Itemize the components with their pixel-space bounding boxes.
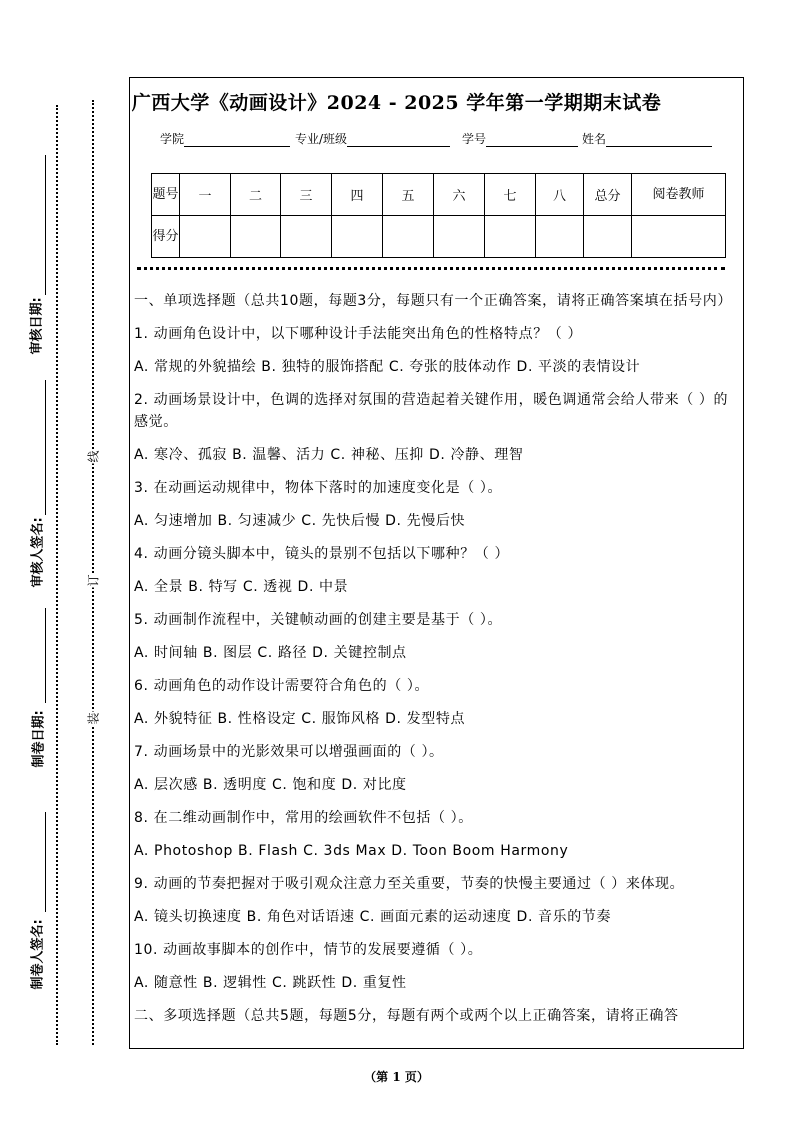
options-3: A. 匀速增加 B. 匀速减少 C. 先快后慢 D. 先慢后快 bbox=[134, 513, 466, 529]
score-value-row bbox=[152, 216, 726, 258]
name-label: 姓名 bbox=[582, 132, 607, 146]
reviewer-sign-line bbox=[45, 380, 46, 515]
question-9: 9. 动画的节奏把握对于吸引观众注意力至关重要，节奏的快慢主要通过（ ）来体现。 bbox=[134, 876, 685, 892]
exam-title: 广西大学《动画设计》2024 - 2025 学年第一学期期末试卷 bbox=[131, 92, 662, 114]
score-cell-grader[interactable] bbox=[632, 216, 726, 258]
maker-sign-label: 制卷人签名: bbox=[30, 919, 46, 990]
question-3: 3. 在动画运动规律中，物体下落时的加速度变化是（ ）。 bbox=[134, 480, 503, 496]
score-cell-2[interactable] bbox=[231, 216, 281, 258]
maker-sign-line bbox=[45, 812, 46, 912]
question-6: 6. 动画角色的动作设计需要符合角色的（ ）。 bbox=[134, 678, 430, 694]
score-cell-4[interactable] bbox=[332, 216, 383, 258]
question-number-label: 题号 bbox=[152, 174, 180, 216]
page-number: （第 1 页） bbox=[364, 1070, 429, 1084]
binding-char-line: 线 bbox=[86, 450, 101, 463]
col-4: 四 bbox=[332, 174, 383, 216]
maker-date-label: 制卷日期: bbox=[31, 710, 47, 768]
score-cell-1[interactable] bbox=[180, 216, 231, 258]
binding-char-zhuang: 装 bbox=[86, 712, 101, 725]
options-1: A. 常规的外貌描绘 B. 独特的服饰搭配 C. 夸张的肢体动作 D. 平淡的表情设计 bbox=[134, 359, 641, 375]
options-9: A. 镜头切换速度 B. 角色对话语速 C. 画面元素的运动速度 D. 音乐的节奏 bbox=[134, 909, 612, 925]
score-table bbox=[151, 173, 726, 258]
exam-content bbox=[134, 290, 740, 1038]
col-7: 七 bbox=[485, 174, 536, 216]
student-id-field[interactable] bbox=[486, 132, 578, 147]
question-5: 5. 动画制作流程中，关键帧动画的创建主要是基于（ ）。 bbox=[134, 612, 503, 628]
options-4: A. 全景 B. 特写 C. 透视 D. 中景 bbox=[134, 579, 349, 595]
options-6: A. 外貌特征 B. 性格设定 C. 服饰风格 D. 发型特点 bbox=[134, 711, 466, 727]
col-6: 六 bbox=[434, 174, 485, 216]
maker-date-line bbox=[45, 608, 46, 703]
col-grader: 阅卷教师 bbox=[632, 174, 726, 216]
section-2-heading: 二、多项选择题（总共5题，每题5分，每题有两个或两个以上正确答案，请将正确答 bbox=[134, 1008, 679, 1024]
binding-dotted-line bbox=[92, 100, 94, 1045]
major-field[interactable] bbox=[347, 132, 450, 147]
left-dotted-line bbox=[56, 105, 58, 1045]
college-field[interactable] bbox=[184, 132, 290, 147]
question-1: 1. 动画角色设计中，以下哪种设计手法能突出角色的性格特点？（ ） bbox=[134, 326, 583, 342]
score-cell-8[interactable] bbox=[536, 216, 584, 258]
name-field[interactable] bbox=[606, 132, 712, 147]
section-separator bbox=[137, 267, 725, 270]
question-8: 8. 在二维动画制作中，常用的绘画软件不包括（ ）。 bbox=[134, 810, 473, 826]
question-4: 4. 动画分镜头脚本中，镜头的景别不包括以下哪种？（ ） bbox=[134, 546, 510, 562]
student-id-label: 学号 bbox=[462, 132, 487, 146]
score-cell-6[interactable] bbox=[434, 216, 485, 258]
score-cell-5[interactable] bbox=[383, 216, 434, 258]
score-label: 得分 bbox=[152, 216, 180, 258]
col-8: 八 bbox=[536, 174, 584, 216]
options-2: A. 寒冷、孤寂 B. 温馨、活力 C. 神秘、压抑 D. 冷静、理智 bbox=[134, 447, 524, 463]
col-2: 二 bbox=[231, 174, 281, 216]
reviewer-date-line bbox=[45, 155, 46, 295]
question-7: 7. 动画场景中的光影效果可以增强画面的（ ）。 bbox=[134, 744, 444, 760]
reviewer-sign-label: 审核人签名: bbox=[30, 517, 46, 588]
col-3: 三 bbox=[281, 174, 332, 216]
col-5: 五 bbox=[383, 174, 434, 216]
score-cell-3[interactable] bbox=[281, 216, 332, 258]
section-1-heading: 一、单项选择题（总共10题，每题3分，每题只有一个正确答案，请将正确答案填在括号内） bbox=[134, 293, 732, 309]
options-8: A. Photoshop B. Flash C. 3ds Max D. Toon Boom Harmony bbox=[134, 843, 569, 859]
col-total: 总分 bbox=[584, 174, 632, 216]
score-cell-total[interactable] bbox=[584, 216, 632, 258]
college-label: 学院 bbox=[160, 132, 185, 146]
options-7: A. 层次感 B. 透明度 C. 饱和度 D. 对比度 bbox=[134, 777, 407, 793]
options-5: A. 时间轴 B. 图层 C. 路径 D. 关键控制点 bbox=[134, 645, 407, 661]
score-cell-7[interactable] bbox=[485, 216, 536, 258]
score-header-row bbox=[152, 174, 726, 216]
question-2: 2. 动画场景设计中，色调的选择对氛围的营造起着关键作用，暖色调通常会给人带来（ ）的感觉。 bbox=[134, 392, 729, 430]
col-1: 一 bbox=[180, 174, 231, 216]
options-10: A. 随意性 B. 逻辑性 C. 跳跃性 D. 重复性 bbox=[134, 975, 407, 991]
major-label: 专业/班级 bbox=[295, 132, 348, 146]
reviewer-date-label: 审核日期: bbox=[29, 297, 45, 355]
binding-char-ding: 订 bbox=[86, 574, 101, 587]
question-10: 10. 动画故事脚本的创作中，情节的发展要遵循（ ）。 bbox=[134, 942, 483, 958]
